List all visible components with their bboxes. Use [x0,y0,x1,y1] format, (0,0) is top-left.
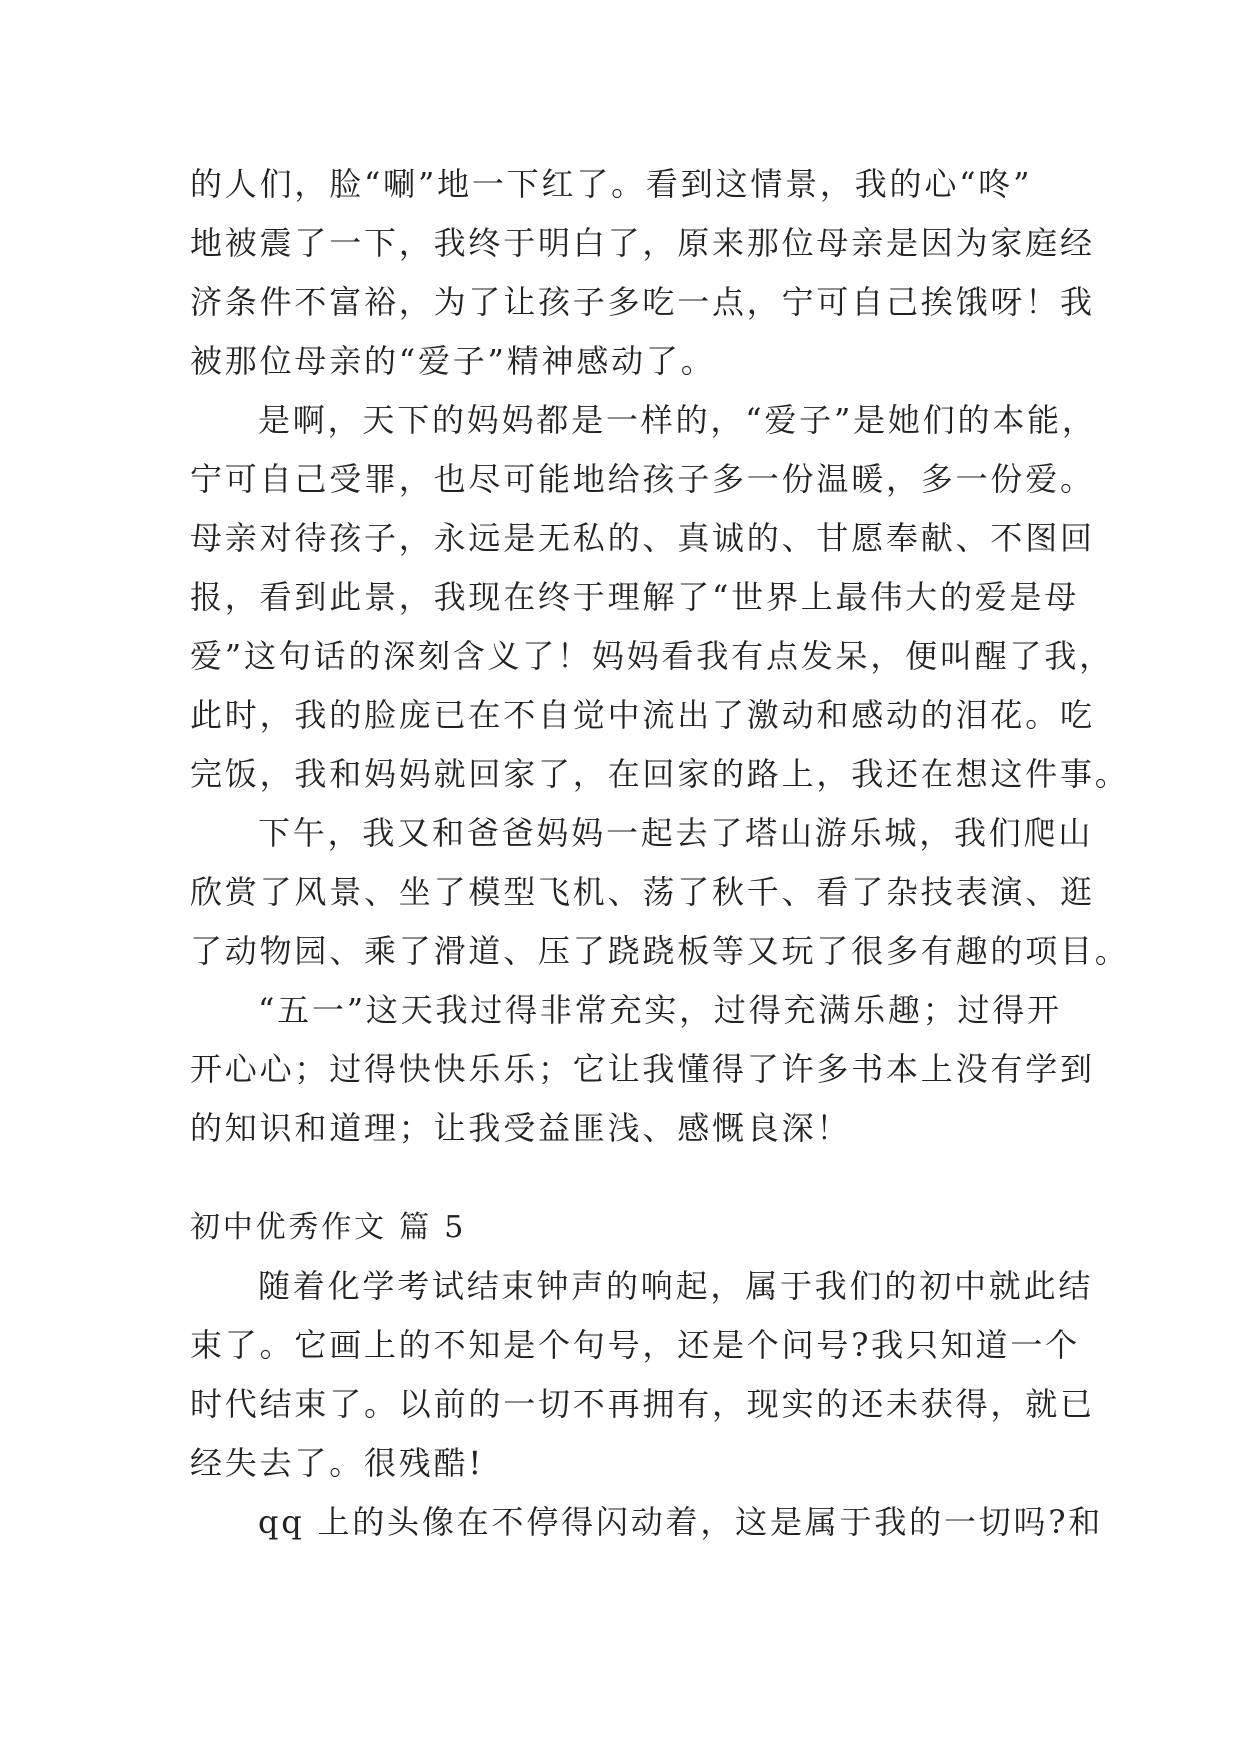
paragraph [190,804,1130,981]
text-line: 此时，我的脸庞已在不自觉中流出了激动和感动的泪花。吃 [190,696,1095,734]
paragraph [190,155,1095,391]
text-line: 时代结束了。以前的一切不再拥有，现实的还未获得，就已 [190,1385,1095,1423]
text-line: qq 上的头像在不停得闪动着，这是属于我的一切吗?和 [258,1503,1104,1541]
text-line: 欣赏了风景、坐了模型飞机、荡了秋千、看了杂技表演、逛 [190,873,1095,911]
document-page [190,155,1130,1552]
paragraph [190,391,1130,804]
text-line: 报，看到此景，我现在终于理解了“世界上最伟大的爱是母 [190,578,1080,616]
text-line: 的知识和道理；让我受益匪浅、感慨良深！ [190,1109,852,1147]
section-heading: 初中优秀作文 篇 5 [190,1210,467,1245]
text-line: 济条件不富裕，为了让孩子多吃一点，宁可自己挨饿呀！我 [190,283,1095,321]
text-line: 宁可自己受罪，也尽可能地给孩子多一份温暖，多一份爱。 [190,460,1095,498]
text-line: 完饭，我和妈妈就回家了，在回家的路上，我还在想这件事。 [190,755,1130,793]
text-line: 爱”这句话的深刻含义了！妈妈看我有点发呆，便叫醒了我， [190,637,1114,675]
text-line: 束了。它画上的不知是个句号，还是个问号?我只知道一个 [190,1326,1080,1364]
section-spacer [190,1158,1050,1198]
text-line: 是啊，天下的妈妈都是一样的，“爱子”是她们的本能， [258,401,1097,439]
paragraph [190,1493,1104,1552]
text-line: 经失去了。很残酷! [190,1444,485,1482]
text-line: “五一”这天我过得非常充实，过得充满乐趣；过得开 [258,991,1062,1029]
text-line: 母亲对待孩子，永远是无私的、真诚的、甘愿奉献、不图回 [190,519,1095,557]
text-line: 地被震了一下，我终于明白了，原来那位母亲是因为家庭经 [190,224,1095,262]
text-line: 被那位母亲的“爱子”精神感动了。 [190,342,716,380]
text-line: 下午，我又和爸爸妈妈一起去了塔山游乐城，我们爬山 [258,814,1094,852]
paragraph [190,1257,1095,1493]
text-line: 开心心；过得快快乐乐；它让我懂得了许多书本上没有学到 [190,1050,1095,1088]
text-line: 随着化学考试结束钟声的响起，属于我们的初中就此结 [258,1267,1094,1305]
text-line: 了动物园、乘了滑道、压了跷跷板等又玩了很多有趣的项目。 [190,932,1130,970]
paragraph [190,981,1095,1158]
text-line: 的人们，脸“唰”地一下红了。看到这情景，我的心“咚” [190,165,1033,203]
